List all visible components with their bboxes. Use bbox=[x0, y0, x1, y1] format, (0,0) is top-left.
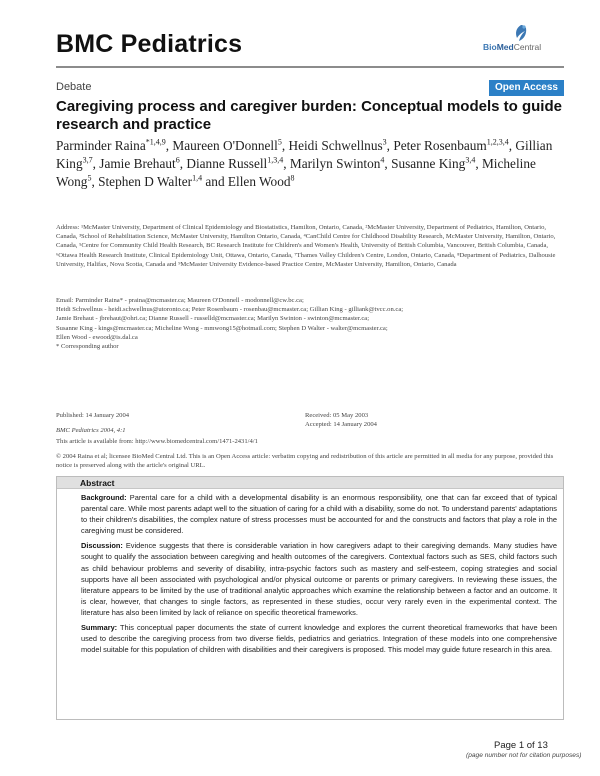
author bbox=[288, 138, 393, 153]
biomed-leaf-icon bbox=[513, 24, 529, 42]
author-affiliation-marker: 5 bbox=[87, 173, 92, 183]
author-separator: , bbox=[281, 138, 289, 153]
author-affiliation-marker: 1,4 bbox=[192, 173, 203, 183]
section-text: Evidence suggests that there is considerable variation in how caregivers adapt to their caregiving demands. Many studies have sought to qualify the association between caregiving and health outcomes of the caregivers. Contextual factors such as SES, child factors such as child behaviour problems and severity of disability, intra-psychic factors such as mastery and self-esteem, coping strategies and social supports have all been associated with psychological and/or physical outcome or parents or primary caregivers. In reviewing these issues, the literature appears to be limited by the use of traditional analytic approaches which examine the relationship between a factor and an outcome. It is clear, however, that changes to single factors, as represented in these studies, occur very rarely even in the experimental context. The literature has also been limited by lack of reliance on specific theoretical frameworks. bbox=[81, 541, 557, 617]
author bbox=[205, 174, 294, 189]
author bbox=[393, 138, 515, 153]
logo-text bbox=[483, 42, 541, 52]
author-affiliation-marker: *1,4,9 bbox=[145, 137, 166, 147]
email-line: Susanne King - kings@mcmaster.ca; Micheline Wong - mmwong15@hotmail.com; Stephen D Walter - walter@mcmaster.ca; bbox=[56, 324, 388, 332]
author-separator: , bbox=[475, 156, 482, 171]
email-line: Email: Parminder Raina* - praina@mcmaster.ca; Maureen O'Donnell - modonnell@cw.bc.ca; bbox=[56, 297, 304, 304]
copyright-notice: © 2004 Raina et al; licensee BioMed Central Ltd. This is an Open Access article: verbatim copying and redistribution of this article are permitted in all media for any purpose, provided this notice is preserved along with the article's original URL. bbox=[56, 453, 554, 470]
email-line: Ellen Wood - ewood@is.dal.ca bbox=[56, 333, 138, 341]
author-affiliation-marker: 3,4 bbox=[465, 155, 476, 165]
email-line: Jamie Brehaut - jbrehaut@ohri.ca; Dianne Russell - russelld@mcmaster.ca; Marilyn Swinton - swinton@mcmaster.ca; bbox=[56, 315, 370, 323]
section-label: Background: bbox=[81, 493, 127, 502]
author bbox=[172, 138, 288, 153]
author-separator: , bbox=[283, 156, 290, 171]
page-number: Page 1 of 13 bbox=[494, 740, 548, 751]
abstract-heading: Abstract bbox=[57, 477, 563, 489]
abstract-background bbox=[81, 492, 557, 536]
affiliations: Address: ¹McMaster University, Department of Clinical Epidemiology and Biostatistics, Hamilton, Ontario, Canada, ²McMaster University, Department of Pediatrics, Hamilton, Ontario, Canada, ³School of Rehabilitation Science, McMaster University, Hamilton Ontario, Canada, ⁴CanChild Centre for Childhood Disability Research, McMaster University, Hamilton, Ontario, Canada, ⁵Centre for Community Child Health Research, BC Research Institute for Children's and Women's Health, University of British Columbia, Vancouver, British Columbia, Canada, ⁶Ottawa Health Research Institute, Clinical Epidemiology Unit, Ottawa, Ontario, Canada, ⁷Thames Valley Children's Centre, London, Ontario, Canada, ⁸Department of Pediatrics, Dalhousie University, Halifax, Nova Scotia, Canada and ⁹McMaster University Evidence-based Practice Centre, McMaster University, Hamilton, Ontario, Canada bbox=[56, 224, 556, 268]
author bbox=[391, 156, 482, 171]
author-affiliation-marker: 3 bbox=[382, 137, 387, 147]
article-url[interactable]: This article is available from: http://www.biomedcentral.com/1471-2431/4/1 bbox=[56, 438, 258, 445]
accepted-date: Accepted: 14 January 2004 bbox=[305, 421, 377, 428]
email-list bbox=[56, 296, 564, 342]
section-text: This conceptual paper documents the state of current knowledge and explores the current theoretical frameworks that have been used to describe the caregiving process from two diverse fields, pediatrics and geriatrics. Integration of these models into one comprehensive model suitable for this population of children with disabilities and their caregivers is proposed. This model may guide future research in this area. bbox=[81, 623, 557, 655]
author-name: Heidi Schwellnus bbox=[288, 138, 383, 153]
author-name: Gillian King bbox=[56, 138, 553, 171]
article-type: Debate bbox=[56, 81, 92, 93]
author-name: and Ellen Wood bbox=[205, 174, 291, 189]
author-affiliation-marker: 8 bbox=[290, 173, 295, 183]
author-affiliation-marker: 1,3,4 bbox=[267, 155, 284, 165]
published-date: Published: 14 January 2004 bbox=[56, 412, 130, 419]
author-separator: , bbox=[508, 138, 516, 153]
section-label: Summary: bbox=[81, 623, 118, 633]
author-separator: , bbox=[165, 138, 173, 153]
author bbox=[290, 156, 391, 171]
biomed-central-logo[interactable] bbox=[483, 24, 563, 54]
author bbox=[56, 138, 172, 153]
logo-med: Med bbox=[496, 42, 514, 52]
abstract-discussion bbox=[81, 540, 557, 618]
page-number-note: (page number not for citation purposes) bbox=[466, 752, 582, 759]
received-date: Received: 05 May 2003 bbox=[305, 412, 369, 419]
journal-title: BMC Pediatrics bbox=[56, 30, 243, 58]
author-name: Maureen O'Donnell bbox=[172, 138, 278, 153]
abstract-body bbox=[57, 489, 563, 655]
author-name: Micheline Wong bbox=[56, 156, 536, 189]
author-name: Dianne Russell bbox=[186, 156, 268, 171]
logo-central: Central bbox=[513, 42, 542, 52]
author-separator: , bbox=[91, 174, 99, 189]
corresponding-author-note: * Corresponding author bbox=[56, 343, 119, 350]
author-name: Parminder Raina bbox=[56, 138, 146, 153]
abstract-summary bbox=[81, 622, 557, 655]
author bbox=[99, 156, 186, 171]
author-affiliation-marker: 6 bbox=[175, 155, 180, 165]
citation: BMC Pediatrics 2004, 4:1 bbox=[56, 427, 126, 434]
author-separator: , bbox=[386, 138, 394, 153]
author-affiliation-marker: 4 bbox=[380, 155, 385, 165]
article-title: Caregiving process and caregiver burden: Conceptual models to guide research and practice bbox=[56, 98, 562, 133]
logo-bio: Bio bbox=[483, 42, 497, 52]
section-label: Discussion: bbox=[81, 541, 123, 551]
author-separator: , bbox=[92, 156, 100, 171]
author-name: Susanne King bbox=[391, 156, 466, 171]
author bbox=[98, 174, 205, 189]
author-name: Jamie Brehaut bbox=[99, 156, 176, 171]
author-list bbox=[56, 137, 564, 191]
author bbox=[186, 156, 290, 171]
section-text: Parental care for a child with a developmental disability is an enormous responsibility, one that can far exceed that of typical parental care. While most parents adapt well to the situation of caring for a child with a disability, some do not. To understand parents' adaptations to their children's disabilities, the complex nature of stress processes must be accounted for and the constructs and factors that play a role in the caregiving must be considered. bbox=[81, 493, 557, 536]
author-affiliation-marker: 1,2,3,4 bbox=[486, 137, 509, 147]
author-name: Marilyn Swinton bbox=[289, 156, 381, 171]
open-access-badge[interactable]: Open Access bbox=[489, 80, 564, 96]
abstract-box bbox=[56, 476, 564, 720]
header-divider bbox=[56, 66, 564, 68]
author-separator: , bbox=[179, 156, 187, 171]
author-name: Stephen D Walter bbox=[98, 174, 193, 189]
email-line: Heidi Schwellnus - heidi.schwellnus@utoronto.ca; Peter Rosenbaum - rosenbau@mcmaster.ca; Gillian King - gilliank@tvcc.on.ca; bbox=[56, 306, 404, 314]
author-affiliation-marker: 5 bbox=[277, 137, 282, 147]
author-separator: , bbox=[384, 156, 392, 171]
author-affiliation-marker: 3,7 bbox=[82, 155, 93, 165]
author-name: Peter Rosenbaum bbox=[393, 138, 487, 153]
